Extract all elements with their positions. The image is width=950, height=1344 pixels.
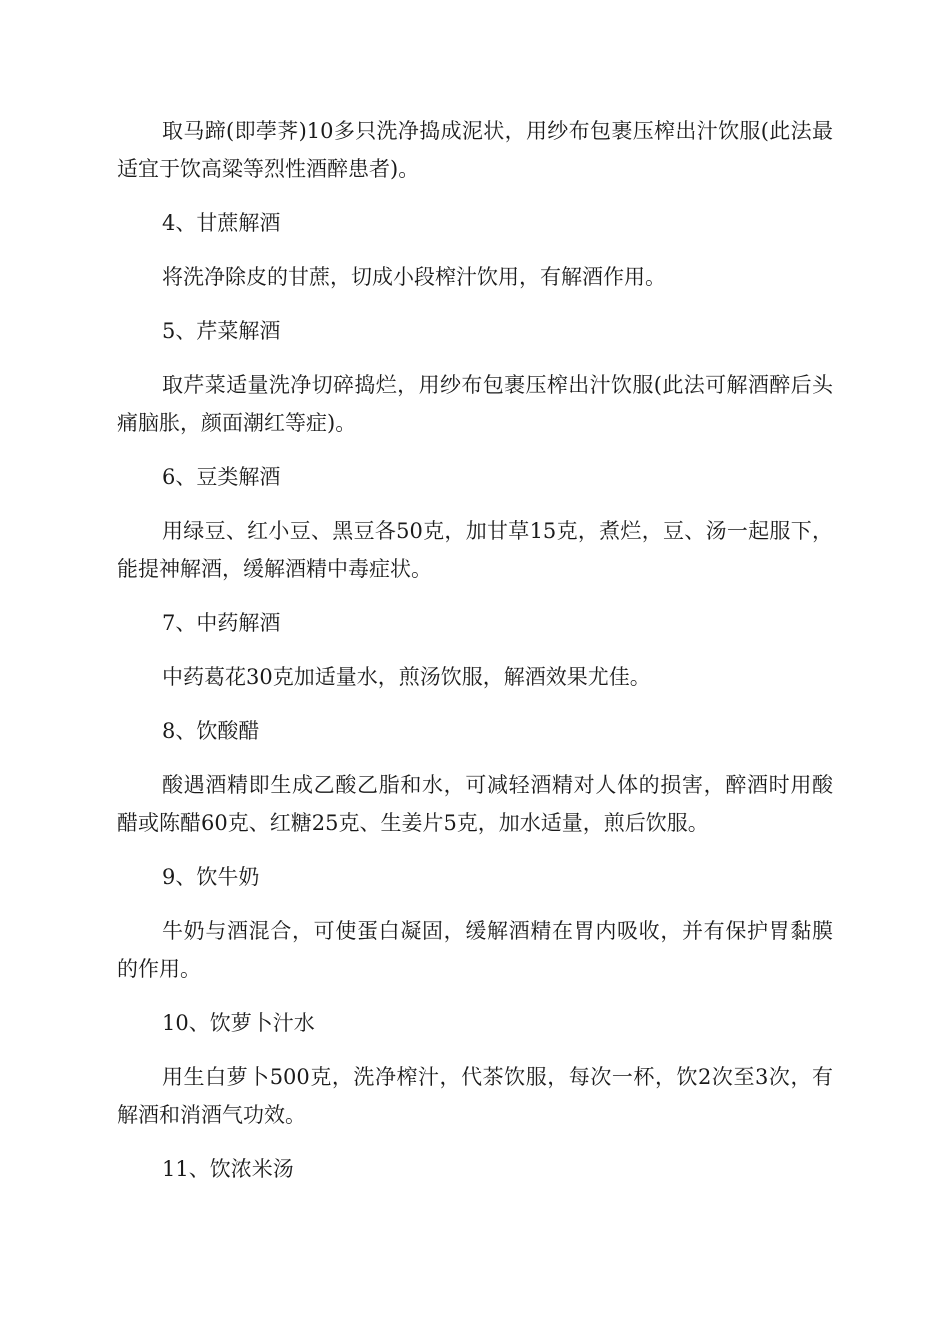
paragraph-milk: 牛奶与酒混合，可使蛋白凝固，缓解酒精在胃内吸收，并有保护胃黏膜的作用。 [117, 919, 833, 981]
heading-rice-soup: 11、饮浓米汤 [162, 1157, 294, 1181]
heading-herbal: 7、中药解酒 [162, 611, 281, 635]
paragraph-beans: 用绿豆、红小豆、黑豆各50克，加甘草15克，煮烂，豆、汤一起服下，能提神解酒，缓解酒精中毒症状。 [117, 519, 833, 581]
heading-beans: 6、豆类解酒 [162, 465, 281, 489]
heading-vinegar: 8、饮酸醋 [162, 719, 260, 743]
heading-celery: 5、芹菜解酒 [162, 319, 281, 343]
paragraph-vinegar: 酸遇酒精即生成乙酸乙脂和水，可减轻酒精对人体的损害，醉酒时用酸醋或陈醋60克、红糖25克、生姜片5克，加水适量，煎后饮服。 [117, 773, 833, 835]
document-body [117, 112, 833, 1204]
paragraph-radish: 用生白萝卜500克，洗净榨汁，代茶饮服，每次一杯，饮2次至3次，有解酒和消酒气功效。 [117, 1065, 833, 1127]
paragraph-mati: 取马蹄(即荸荠)10多只洗净捣成泥状，用纱布包裹压榨出汁饮服(此法最适宜于饮高粱等烈性酒醉患者)。 [117, 119, 833, 181]
heading-sugarcane: 4、甘蔗解酒 [162, 211, 281, 235]
paragraph-sugarcane: 将洗净除皮的甘蔗，切成小段榨汁饮用，有解酒作用。 [162, 265, 666, 289]
paragraph-celery: 取芹菜适量洗净切碎捣烂，用纱布包裹压榨出汁饮服(此法可解酒醉后头痛脑胀，颜面潮红等症)。 [117, 373, 833, 435]
heading-milk: 9、饮牛奶 [162, 865, 260, 889]
paragraph-herbal: 中药葛花30克加适量水，煎汤饮服，解酒效果尤佳。 [162, 665, 651, 689]
heading-radish: 10、饮萝卜汁水 [162, 1011, 315, 1035]
